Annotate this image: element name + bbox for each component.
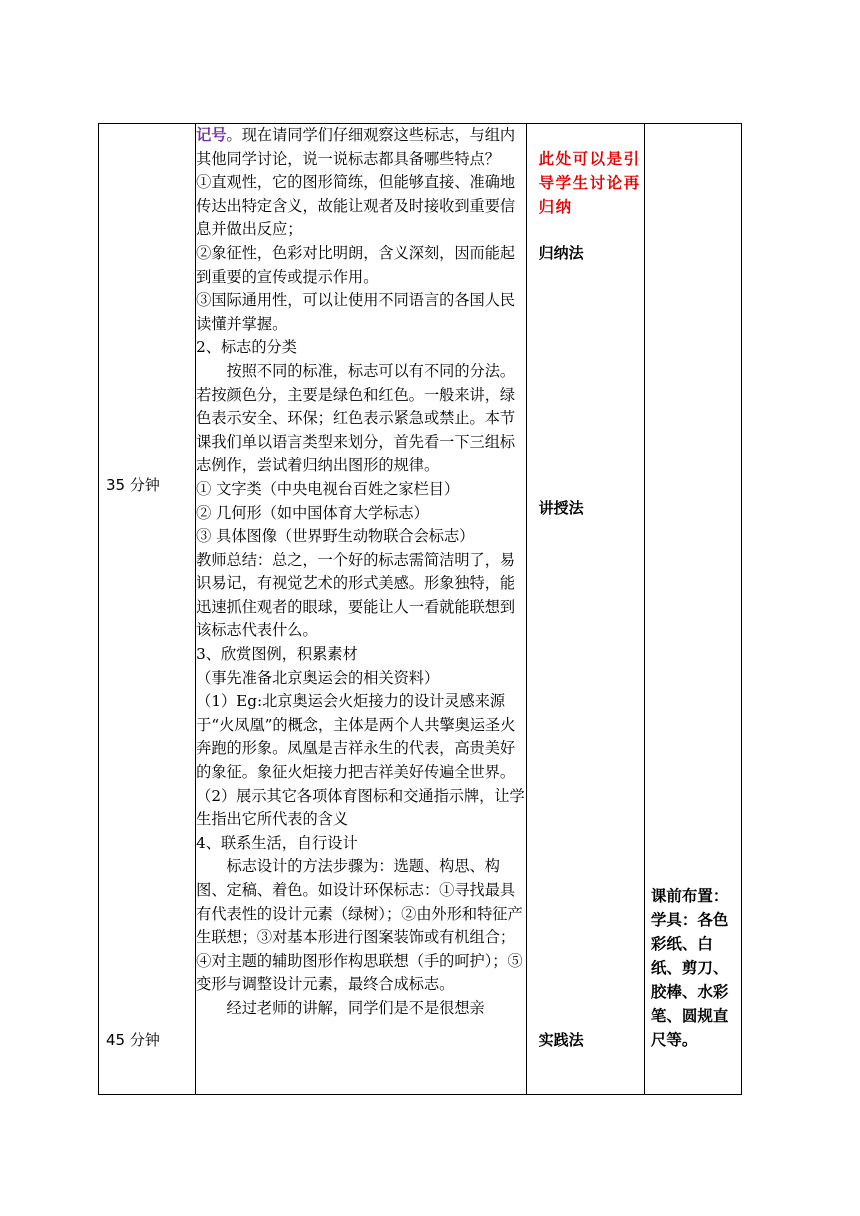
preparation-note: （事先准备北京奥运会的相关资料） (196, 668, 440, 687)
method-induction: 归纳法 (538, 244, 584, 262)
design-steps-paragraph: 标志设计的方法步骤为：选题、构思、构图、定稿、着色。如设计环保标志：①寻找最具有代表性的设计元素（绿树）；②由外形和特征产生联想；③对基本形进行图案装饰或有机组合；④对主题的辅助图形作构思联想（手的呵护）；⑤变形与调整设计元素，最终合成标志。 (196, 857, 523, 994)
red-guidance-note: 此处可以是引导学生讨论再归纳 (538, 150, 641, 216)
section-heading-classification: 2、标志的分类 (196, 338, 297, 357)
closing-line: 经过老师的讲解，同学们是不是很想亲 (226, 998, 485, 1017)
time-column (99, 124, 196, 1095)
time-label-35: 35 分钟 (106, 476, 160, 494)
feature-international: ③国际通用性，可以让使用不同语言的各国人民读懂并掌握。 (196, 291, 516, 333)
intro-text: 。现在请同学们仔细观察这些标志，与组内其他同学讨论，说一说标志都具备哪些特点？ (196, 126, 516, 168)
pre-class-notes: 课前布置：学具：各色彩纸、白纸、剪刀、胶棒、水彩笔、圆规直尺等。 (650, 887, 729, 1049)
time-label-45: 45 分钟 (106, 1031, 160, 1049)
table-row (99, 124, 742, 1095)
highlight-word: 记号 (196, 126, 227, 144)
type-geometric: ② 几何形（如中国体育大学标志） (196, 503, 429, 522)
lesson-plan-table (98, 123, 742, 1095)
example-torch: （1）Eg:北京奥运会火炬接力的设计灵感来源于“火凤凰”的概念，主体是两个人共擎奥运圣火奔跑的形象。凤凰是吉祥永生的代表，高贵美好的象征。象征火炬接力把吉祥美好传遍全世界。 (196, 692, 516, 782)
feature-intuitive: ①直观性，它的图形简练，但能够直接、准确地传达出特定含义，故能让观者及时接收到重要信息并做出反应； (196, 173, 516, 239)
classification-paragraph: 按照不同的标准，标志可以有不同的分法。若按颜色分，主要是绿色和红色。一般来讲，绿色表示安全、环保；红色表示紧急或禁止。本节课我们单以语言类型来划分，首先看一下三组标志例作，尝试着归纳出图形的规律。 (196, 361, 516, 475)
example-icons: （2）展示其它各项体育图标和交通指示牌，让学生指出它所代表的含义 (196, 786, 525, 829)
notes-column (644, 124, 741, 1095)
method-lecture: 讲授法 (538, 499, 584, 517)
method-practice: 实践法 (538, 1031, 584, 1049)
intro-paragraph (196, 124, 526, 171)
content-column (196, 124, 527, 1095)
feature-symbolic: ②象征性，色彩对比明朗，含义深刻，因而能起到重要的宣传或提示作用。 (196, 243, 516, 286)
teacher-summary: 教师总结：总之，一个好的标志需简洁明了，易识易记，有视觉艺术的形式美感。形象独特，能迅速抓住观者的眼球，要能让人一看就能联想到该标志代表什么。 (196, 550, 516, 640)
section-heading-appreciation: 3、欣赏图例，积累素材 (196, 645, 358, 664)
type-text: ① 文字类（中央电视台百姓之家栏目） (196, 479, 460, 498)
section-heading-design: 4、联系生活，自行设计 (196, 833, 358, 852)
type-image: ③ 具体图像（世界野生动物联合会标志） (196, 527, 475, 546)
method-column (526, 124, 644, 1095)
